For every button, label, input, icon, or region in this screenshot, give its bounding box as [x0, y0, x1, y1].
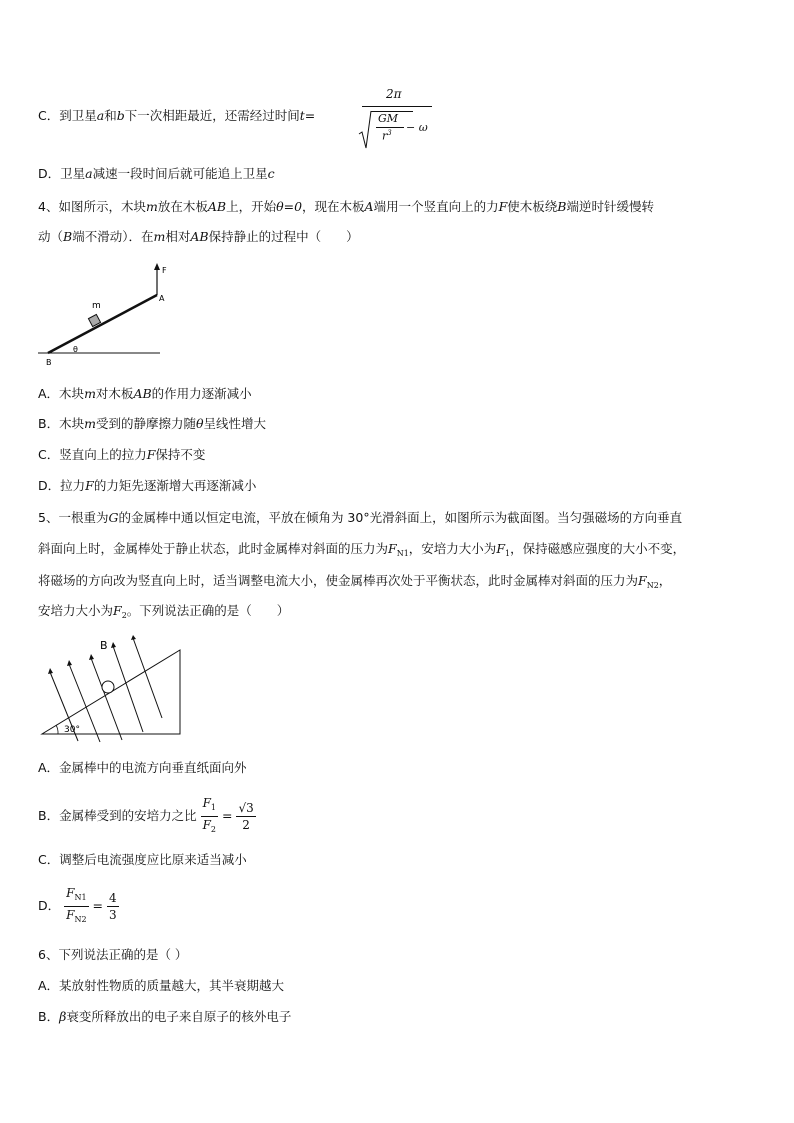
field-arrowheads: [48, 635, 136, 674]
q3-option-d: [38, 166, 275, 182]
t: 。下列说法正确的是（ ）: [126, 603, 290, 618]
q3-c-and: 和: [104, 108, 117, 123]
var-m: m: [145, 199, 158, 214]
label-theta: θ: [73, 345, 78, 354]
t: 放在木板: [157, 199, 208, 214]
t: 保持静止的过程中（ ）: [208, 229, 359, 244]
t: 受到的静摩擦力随: [95, 416, 196, 431]
frac-den: 3: [109, 908, 117, 922]
t: ，安培力大小为: [408, 541, 497, 556]
ratio-4-3: [107, 891, 119, 922]
t: A．木块: [38, 386, 85, 401]
var-a: a: [85, 166, 93, 181]
t: D．拉力: [38, 478, 86, 493]
var-a: a: [96, 108, 105, 123]
sub-1: 1: [210, 803, 216, 812]
sub-1: 1: [505, 549, 511, 558]
t: 保持不变: [155, 447, 206, 462]
t: 端不滑动）．在: [72, 229, 154, 244]
force-arrowhead: [154, 263, 160, 270]
sqrt-sign: [358, 110, 372, 150]
var-F: F: [498, 199, 508, 214]
t: 上，开始: [226, 199, 277, 214]
var-c: c: [267, 166, 275, 181]
label-angle: 30°: [64, 725, 80, 735]
var-fn: F: [638, 573, 647, 588]
var-beta: β: [59, 1009, 67, 1024]
angle-arc: [56, 725, 58, 734]
ratio-sqrt3-2: [236, 801, 255, 832]
frac-den: [64, 907, 88, 927]
t: ，: [658, 573, 672, 588]
q6-option-a: A．某放射性物质的质量越大，其半衰期越大: [38, 978, 285, 993]
t: ，保持磁感应强度的大小不变，: [510, 541, 686, 556]
label-a: A: [159, 294, 165, 303]
t: B．木块: [38, 416, 85, 431]
ratio-fn1-fn2: [64, 886, 88, 927]
t: 5、一根重为: [38, 510, 109, 525]
var-m: m: [153, 229, 166, 244]
frac-num: 4: [109, 891, 117, 905]
var-fn: F: [388, 541, 397, 556]
q3-d-mid: 减速一段时间后就可能追上卫星: [92, 166, 268, 181]
var-f: F: [66, 908, 75, 922]
label-m: m: [92, 301, 101, 311]
q5-option-c: C．调整后电流强度应比原来适当减小: [38, 852, 247, 867]
q5-stem-line2: [38, 541, 685, 562]
t: 呈线性增大: [203, 416, 266, 431]
minus-omega: − ω: [406, 121, 428, 134]
t: 将磁场的方向改为竖直向上时，适当调整电流大小，使金属棒再次处于平衡状态，此时金属棒对斜面的压力为: [38, 573, 639, 588]
var-f: F: [66, 886, 75, 900]
q5-stem-line1: [38, 510, 682, 526]
var-f: F: [202, 796, 211, 810]
sub-n2: N2: [646, 581, 659, 590]
q5-option-a: A．金属棒中的电流方向垂直纸面向外: [38, 760, 247, 775]
t: 对木板: [95, 386, 134, 401]
t: 的力矩先逐渐增大再逐渐减小: [93, 478, 257, 493]
var-f1: F: [496, 541, 505, 556]
t: 的作用力逐渐减小: [151, 386, 252, 401]
frac-numerator: 2π: [386, 87, 402, 101]
r3-text: [382, 129, 392, 143]
t: 端逆时针缓慢转: [566, 199, 654, 214]
q3-d-text: D．卫星: [38, 166, 86, 181]
q4-stem-line1: [38, 199, 654, 215]
q4-option-a: [38, 386, 252, 402]
var-B: B: [63, 229, 73, 244]
var-ab: AB: [190, 229, 209, 244]
t: 端用一个竖直向上的力: [373, 199, 499, 214]
t: C．竖直向上的拉力: [38, 447, 147, 462]
t: 动（: [38, 229, 64, 244]
frac-den: [201, 817, 218, 837]
q4-stem-line2: [38, 229, 359, 245]
q4-incline-figure: [36, 262, 166, 372]
q6-stem: 6、下列说法正确的是（ ）: [38, 947, 188, 962]
var-B: B: [557, 199, 567, 214]
frac-num: [201, 796, 218, 817]
q4-option-d: [38, 478, 256, 494]
sub-n1: N1: [74, 893, 87, 902]
q6-option-b: [38, 1009, 291, 1025]
t: 安培力大小为: [38, 603, 114, 618]
var-m: m: [84, 386, 96, 401]
label-b: B: [100, 639, 108, 652]
var-b: b: [116, 108, 125, 123]
var-f2: F: [113, 603, 122, 618]
sub-n1: N1: [396, 549, 409, 558]
frac-num: √3: [238, 801, 254, 815]
r-exponent: 3: [387, 129, 392, 137]
t: D．: [38, 898, 61, 913]
t: 的金属棒中通以恒定电流，平放在倾角为 30°光滑斜面上，如图所示为截面图。当匀强磁场的方向垂直: [118, 510, 683, 525]
t: B．金属棒受到的安培力之比: [38, 808, 197, 823]
t: 衰变所释放出的电子来自原子的核外电子: [66, 1009, 292, 1024]
t: 使木板绕: [507, 199, 558, 214]
q3-c-rest: 下一次相距最近，还需经过时间: [124, 108, 300, 123]
q3-option-c: [38, 108, 315, 124]
inner-frac-bar: [376, 127, 404, 128]
board-ab: [48, 295, 157, 353]
label-b: B: [46, 358, 52, 367]
q5-stem-line4: [38, 603, 289, 624]
frac-den: 2: [242, 818, 250, 832]
gm-text: GM: [378, 112, 399, 125]
q4-option-b: [38, 416, 266, 432]
var-F: F: [85, 478, 94, 493]
q3-c-fraction: [358, 84, 433, 154]
equals: =: [221, 808, 233, 823]
var-A: A: [364, 199, 374, 214]
var-ab: AB: [207, 199, 227, 214]
t: B．: [38, 1009, 60, 1024]
var-theta: θ=0: [276, 199, 303, 214]
var-f: F: [202, 818, 211, 832]
r-var: r: [382, 129, 388, 143]
q5-stem-line3: [38, 573, 671, 594]
var-t: t=: [299, 108, 316, 123]
q4-option-c: [38, 447, 205, 463]
t: 斜面向上时，金属棒处于静止状态，此时金属棒对斜面的压力为: [38, 541, 389, 556]
frac-num: [64, 886, 88, 907]
sub-2: 2: [121, 611, 127, 620]
var-ab: AB: [133, 386, 152, 401]
equals: =: [92, 898, 104, 913]
var-G: G: [108, 510, 119, 525]
sub-2: 2: [210, 825, 216, 834]
metal-rod: [102, 681, 114, 693]
q5-option-d: [38, 886, 119, 928]
var-F: F: [146, 447, 156, 462]
frac-bar: [362, 106, 432, 107]
q3-c-text: C．到卫星: [38, 108, 97, 123]
t: 4、如图所示，木块: [38, 199, 146, 214]
q5-magnetic-figure: [38, 636, 188, 748]
q5-option-b: [38, 796, 256, 836]
t: 相对: [165, 229, 191, 244]
var-theta: θ: [195, 416, 204, 431]
t: ，现在木板: [302, 199, 365, 214]
sub-n2: N2: [74, 915, 87, 924]
var-m: m: [84, 416, 96, 431]
ratio-f1-f2: [201, 796, 218, 837]
label-f: F: [162, 266, 167, 275]
